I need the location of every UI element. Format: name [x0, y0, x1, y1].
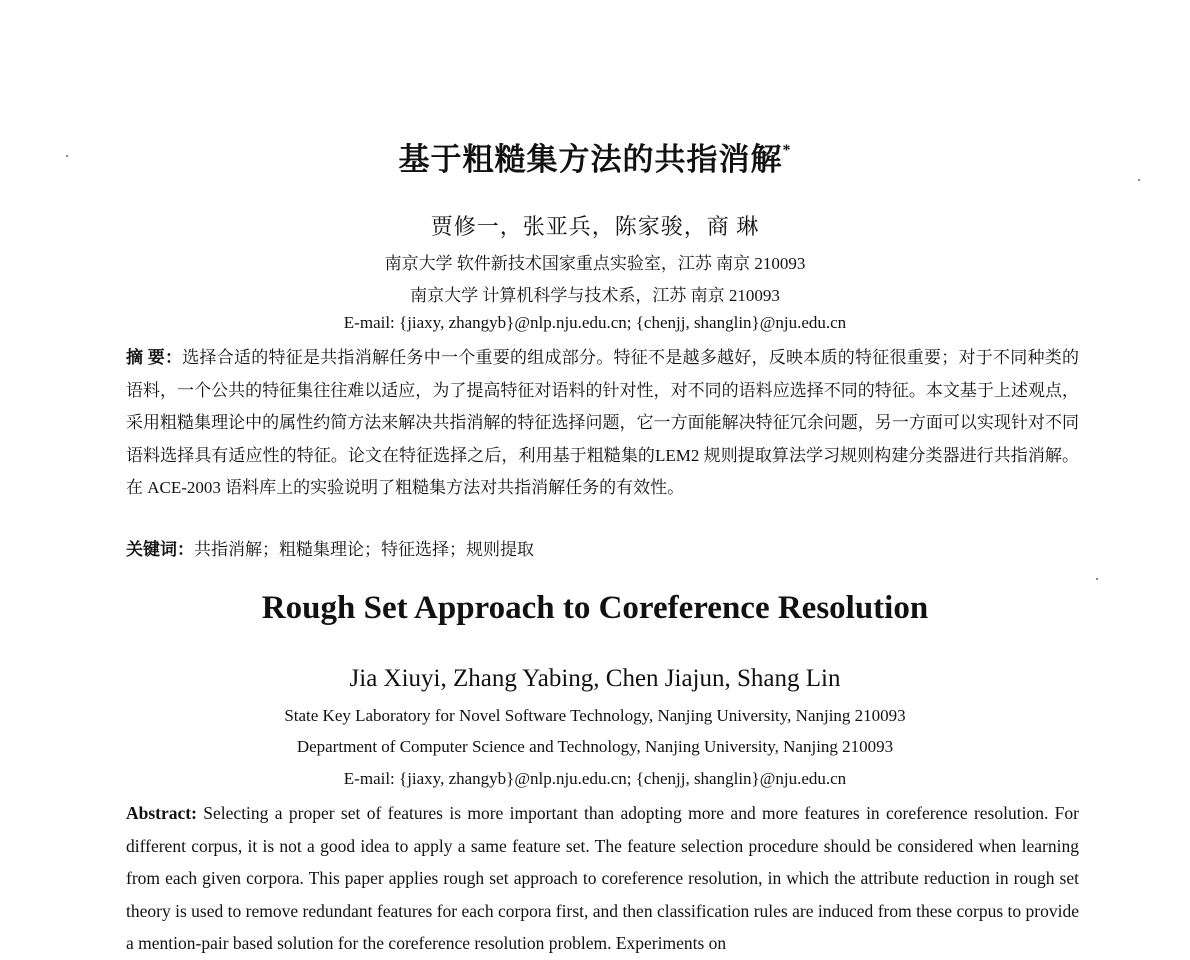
chinese-title: 基于粗糙集方法的共指消解*: [398, 141, 792, 177]
chinese-abstract: [126, 342, 1079, 505]
english-affiliation-2: Department of Computer Science and Technology, Nanjing University, Nanjing 210093: [296, 737, 894, 756]
chinese-abstract-text: 选择合适的特征是共指消解任务中一个重要的组成部分。特征不是越多越好，反映本质的特征很重要；对于不同种类的语料，一个公共的特征集往往难以适应，为了提高特征对语料的针对性，对不同的语料应选择不同的特征。本文基于上述观点，采用粗糙集理论中的属性约简方法来解决共指消解的特征选择问题，它一方面能解决特征冗余问题，另一方面可以实现针对不同语料选择具有适应性的特征。论文在特征选择之后，利用基于粗糙集的LEM2 规则提取算法学习规则构建分类器进行共指消解。在 ACE-2003 语料库上的实验说明了粗糙集方法对共指消解任务的有效性。: [126, 348, 1079, 497]
chinese-authors: 贾修一，张亚兵，陈家骏，商 琳: [430, 214, 760, 239]
chinese-email: E-mail: {jiaxy, zhangyb}@nlp.nju.edu.cn; {chenjj, shanglin}@nju.edu.cn: [343, 313, 847, 332]
chinese-keywords-label: 关键词：: [126, 540, 194, 559]
scan-speck: [1096, 578, 1098, 580]
scan-speck: [66, 155, 68, 157]
chinese-keywords-text: 共指消解；粗糙集理论；特征选择；规则提取: [194, 540, 534, 559]
english-abstract: [126, 797, 1079, 960]
english-abstract-text: Selecting a proper set of features is more important than adopting more and more features in coreference resolution. For different corpus, it is not a good idea to apply a same feature set. The feature selection procedure should be considered when learning from each given corpora. This paper applies rough set approach to coreference resolution, in which the attribute reduction in rough set theory is used to remove redundant features for each corpora first, and then classification rules are induced from these corpus to provide a mention-pair based solution for the coreference resolution problem. Experiments on: [126, 803, 1079, 953]
english-affiliation-1: State Key Laboratory for Novel Software Technology, Nanjing University, Nanjing 210093: [284, 706, 906, 725]
english-title: Rough Set Approach to Coreference Resolution: [261, 590, 929, 626]
scan-speck: [1138, 179, 1140, 181]
chinese-keywords: [126, 535, 534, 560]
english-email: E-mail: {jiaxy, zhangyb}@nlp.nju.edu.cn; {chenjj, shanglin}@nju.edu.cn: [343, 769, 847, 788]
chinese-abstract-label: 摘 要：: [126, 348, 183, 367]
footnote-mark: *: [782, 141, 792, 159]
english-abstract-label: Abstract:: [126, 803, 197, 823]
chinese-affiliation-1: 南京大学 软件新技术国家重点实验室，江苏 南京 210093: [384, 254, 806, 273]
chinese-affiliation-2: 南京大学 计算机科学与技术系，江苏 南京 210093: [410, 286, 780, 305]
english-authors: Jia Xiuyi, Zhang Yabing, Chen Jiajun, Shang Lin: [349, 665, 841, 692]
